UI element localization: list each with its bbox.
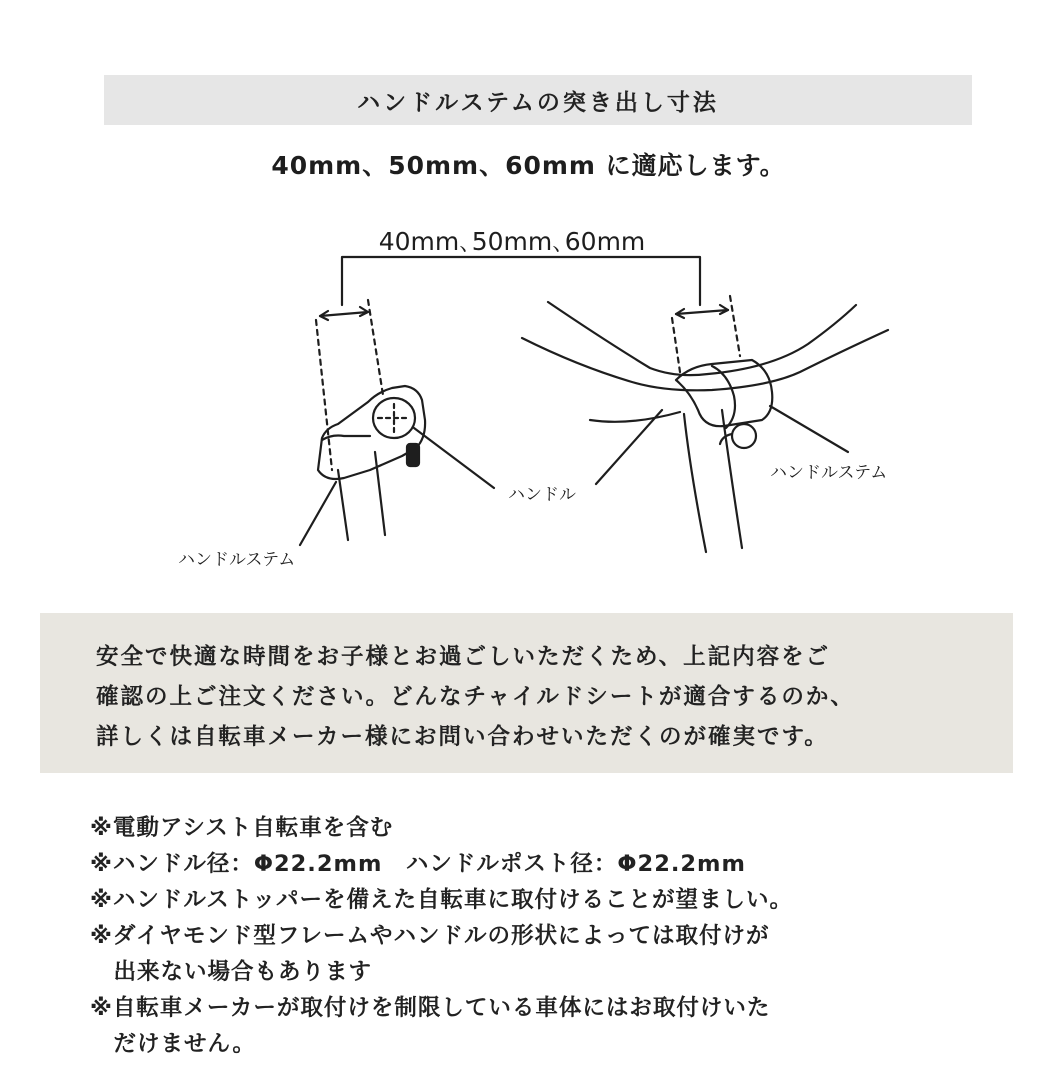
right-guide-dashed <box>672 318 680 372</box>
left-guide-dashed <box>316 320 332 470</box>
left-stem-post <box>338 452 385 540</box>
page-title: ハンドルステムの突き出し寸法 <box>357 89 719 116</box>
notice-line-2: 確認の上ご注文ください。どんなチャイルドシートが適合するのか、 <box>96 684 855 710</box>
note-line-1: ※電動アシスト自転車を含む <box>90 815 394 841</box>
notice-line-1: 安全で快適な時間をお子様とお過ごしいただくため、上記内容をご <box>96 644 831 670</box>
label-right-stem: ハンドルステム <box>770 463 888 483</box>
title-band <box>104 75 972 125</box>
note-line-3: ※ハンドルストッパーを備えた自転車に取付けることが望ましい。 <box>90 887 794 913</box>
right-bolt <box>732 424 756 448</box>
right-handlebar <box>522 330 888 390</box>
note-line-2: ※ハンドル径：Φ22.2mm ハンドルポスト径：Φ22.2mm <box>90 851 746 877</box>
notice-line-3: 詳しくは自転車メーカー様にお問い合わせいただくのが確実です。 <box>96 724 829 750</box>
label-handle: ハンドル <box>508 485 576 505</box>
note-line-5: 出来ない場合もあります <box>90 959 373 985</box>
note-line-7: だけません。 <box>90 1031 256 1057</box>
dimension-bracket <box>342 257 700 305</box>
right-clamp <box>676 360 772 426</box>
left-bolt <box>407 444 419 466</box>
dimension-label: 40mm､50mm､60mm <box>378 227 646 256</box>
subtitle: 40mm、50mm、60mm に適応します。 <box>271 151 786 180</box>
stem-diagram <box>0 200 1057 600</box>
label-left-stem: ハンドルステム <box>178 550 296 570</box>
note-line-6: ※自転車メーカーが取付けを制限している車体にはお取付けいた <box>90 995 771 1021</box>
notice-box <box>40 613 1013 773</box>
note-line-4: ※ダイヤモンド型フレームやハンドルの形状によっては取付けが <box>90 923 770 949</box>
